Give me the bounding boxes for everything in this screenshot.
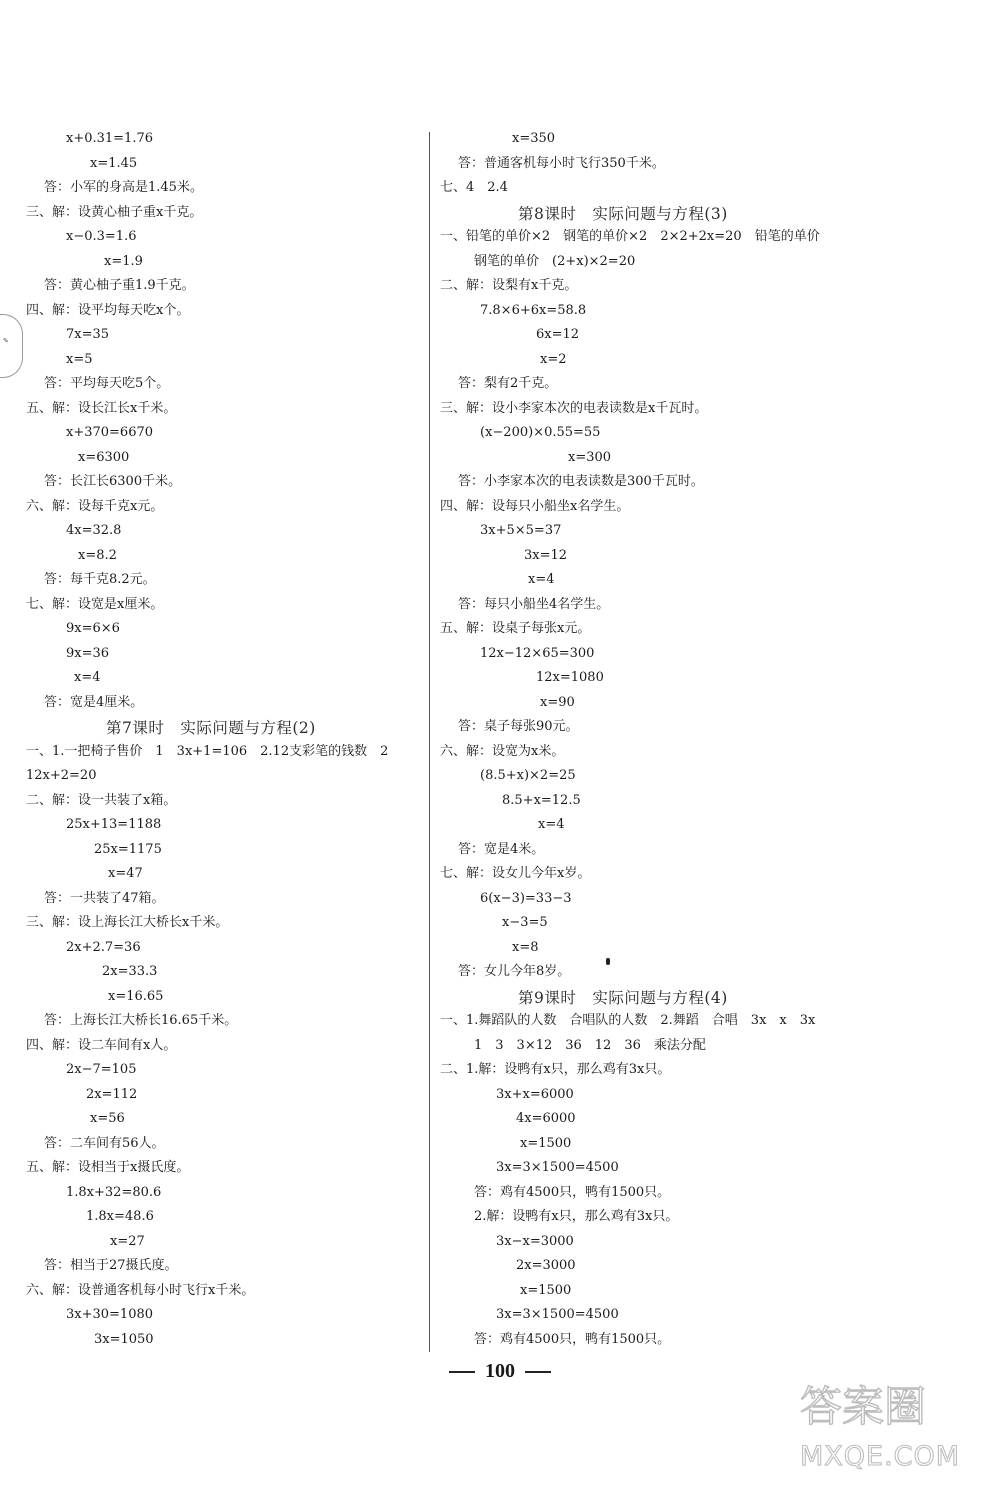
answer-line: 3x+x=6000 [496,1086,574,1102]
answer-line: x+370=6670 [66,425,154,440]
answer-line: 3x−x=3000 [496,1233,574,1249]
answer-line: 2x=3000 [516,1258,576,1273]
answer-line: 3x=1050 [94,1331,154,1347]
answer-line: 答：二车间有56人。 [44,1135,165,1151]
answer-line: 五、解：设相当于x摄氏度。 [26,1160,190,1175]
answer-line: x=56 [90,1111,125,1126]
answer-line: 二、解：设一共装了x箱。 [26,792,177,808]
answer-line: 2x=33.3 [102,964,158,979]
side-stamp-mark: ✎ [3,337,9,345]
answer-line: 2x+2.7=36 [66,939,141,955]
answer-line: 答：鸡有4500只，鸭有1500只。 [474,1331,671,1347]
watermark-url: MXQE.COM [800,1441,961,1472]
answer-line: 六、解：设每千克x元。 [26,498,164,514]
answer-line: 3x+5×5=37 [480,523,562,538]
answer-line: 答：相当于27摄氏度。 [44,1258,178,1273]
answer-line: 7.8×6+6x=58.8 [480,302,587,318]
answer-line: 答：宽是4厘米。 [44,694,144,710]
answer-line: 一、1.一把椅子售价 1 3x+1=106 2.12支彩笔的钱数 2 [26,743,389,759]
answer-line: x=8 [512,939,539,955]
answer-line: x=4 [74,670,101,685]
answer-line: 答：小军的身高是1.45米。 [44,180,203,195]
answer-line: 答：黄心柚子重1.9千克。 [44,278,195,293]
answer-line: 三、解：设黄心柚子重x千克。 [26,204,203,220]
answer-line: 4x=6000 [516,1111,576,1126]
answer-line: 1 3 3×12 36 12 36 乘法分配 [474,1037,706,1053]
page-number-value: 100 [485,1360,515,1382]
answer-line: 四、解：设二车间有x人。 [26,1037,177,1053]
answer-line: 3x=3×1500=4500 [496,1160,619,1175]
answer-line: x=1.45 [90,155,138,171]
answer-line: 答：女儿今年8岁。 [458,964,571,979]
answer-line: x=16.65 [108,988,164,1004]
answer-line: 3x=3×1500=4500 [496,1307,619,1322]
answer-line: 答：梨有2千克。 [458,376,558,391]
answer-line: 答：宽是4米。 [458,841,545,857]
lesson-heading: 第8课时 实际问题与方程(3) [518,204,728,223]
answer-line: x=350 [512,131,556,146]
answer-line: 答：每只小船坐4名学生。 [458,596,610,612]
answer-line: 五、解：设长江长x千米。 [26,400,177,416]
answer-line: 钢笔的单价 (2+x)×2=20 [474,253,636,269]
answer-line: 七、4 2.4 [440,180,508,195]
answer-line: 四、解：设平均每天吃x个。 [26,302,190,318]
answer-line: (x−200)×0.55=55 [480,425,601,440]
answer-line: 25x=1175 [94,841,162,857]
answer-line: x=4 [528,572,555,587]
answer-line: x=1500 [520,1282,572,1298]
side-stamp [0,314,23,378]
answer-line: 答：桌子每张90元。 [458,719,579,734]
answer-line: 七、解：设宽是x厘米。 [26,596,164,612]
answer-line: x−0.3=1.6 [66,229,137,244]
answer-line: x=5 [66,351,93,367]
answer-line: 12x+2=20 [26,768,97,783]
answer-line: 二、1.解：设鸭有x只，那么鸡有3x只。 [440,1062,671,1077]
answer-line: 6(x−3)=33−3 [480,890,572,906]
answer-line: 一、1.舞蹈队的人数 合唱队的人数 2.舞蹈 合唱 3x x 3x [440,1013,816,1028]
answer-line: 答：平均每天吃5个。 [44,376,170,391]
answer-line: x=1500 [520,1135,572,1151]
page-number-dash-left [449,1371,475,1373]
answer-line: 2.解：设鸭有x只，那么鸡有3x只。 [474,1209,679,1224]
ink-dot [606,958,610,965]
answer-line: 答：一共装了47箱。 [44,890,165,906]
answer-line: 2x−7=105 [66,1062,137,1077]
answer-line: x=1.9 [104,253,143,269]
answer-line: 4x=32.8 [66,523,122,538]
answer-line: 9x=6×6 [66,621,120,636]
answer-line: x=4 [538,817,565,832]
watermark-logo [788,1359,978,1479]
answer-line: 答：小李家本次的电表读数是300千瓦时。 [458,474,704,489]
answer-line: x=300 [568,449,612,465]
answer-line: 五、解：设桌子每张x元。 [440,621,591,636]
answer-line: 1.8x=48.6 [86,1209,154,1224]
answer-line: 9x=36 [66,645,110,661]
answer-line: x=8.2 [78,547,117,563]
answer-line: 一、铅笔的单价×2 钢笔的单价×2 2×2+2x=20 铅笔的单价 [440,229,820,244]
answer-line: 答：上海长江大桥长16.65千米。 [44,1013,238,1028]
answer-line: 12x−12×65=300 [480,645,595,661]
answer-line: 六、解：设宽为x米。 [440,743,565,759]
answer-line: 25x+13=1188 [66,817,162,832]
answer-line: (8.5+x)×2=25 [480,768,576,783]
answer-line: x=2 [540,351,567,367]
answer-line: 8.5+x=12.5 [502,792,581,808]
answer-line: 答：长江长6300千米。 [44,474,182,489]
answer-line: 2x=112 [86,1086,138,1102]
answer-line: 答：每千克8.2元。 [44,572,156,587]
column-divider [429,132,430,1352]
answer-line: 三、解：设小李家本次的电表读数是x千瓦时。 [440,400,708,416]
answer-line: 答：鸡有4500只，鸭有1500只。 [474,1184,671,1200]
answer-line: x=6300 [78,449,130,465]
lesson-heading: 第7课时 实际问题与方程(2) [106,719,316,737]
answer-line: x=47 [108,866,143,881]
answer-line: 3x=12 [524,547,568,563]
answer-line: 四、解：设每只小船坐x名学生。 [440,498,630,514]
answer-line: 三、解：设上海长江大桥长x千米。 [26,915,229,930]
page-number-dash-right [525,1371,551,1373]
answer-line: 七、解：设女儿今年x岁。 [440,866,591,881]
answer-line: x=27 [110,1233,145,1249]
answer-line: 六、解：设普通客机每小时飞行x千米。 [26,1282,255,1298]
answer-line: 6x=12 [536,327,580,342]
answer-line: 12x=1080 [536,670,604,685]
answer-line: 1.8x+32=80.6 [66,1184,162,1200]
lesson-heading: 第9课时 实际问题与方程(4) [518,988,728,1007]
answer-line: x+0.31=1.76 [66,131,154,146]
answer-line: x=90 [540,694,575,710]
answer-line: 二、解：设梨有x千克。 [440,278,578,293]
answer-line: 7x=35 [66,327,110,342]
answer-line: 答：普通客机每小时飞行350千米。 [458,155,665,171]
answer-line: x−3=5 [502,915,548,930]
watermark-brand: 答案圈 [800,1382,927,1431]
answer-line: 3x+30=1080 [66,1307,154,1322]
